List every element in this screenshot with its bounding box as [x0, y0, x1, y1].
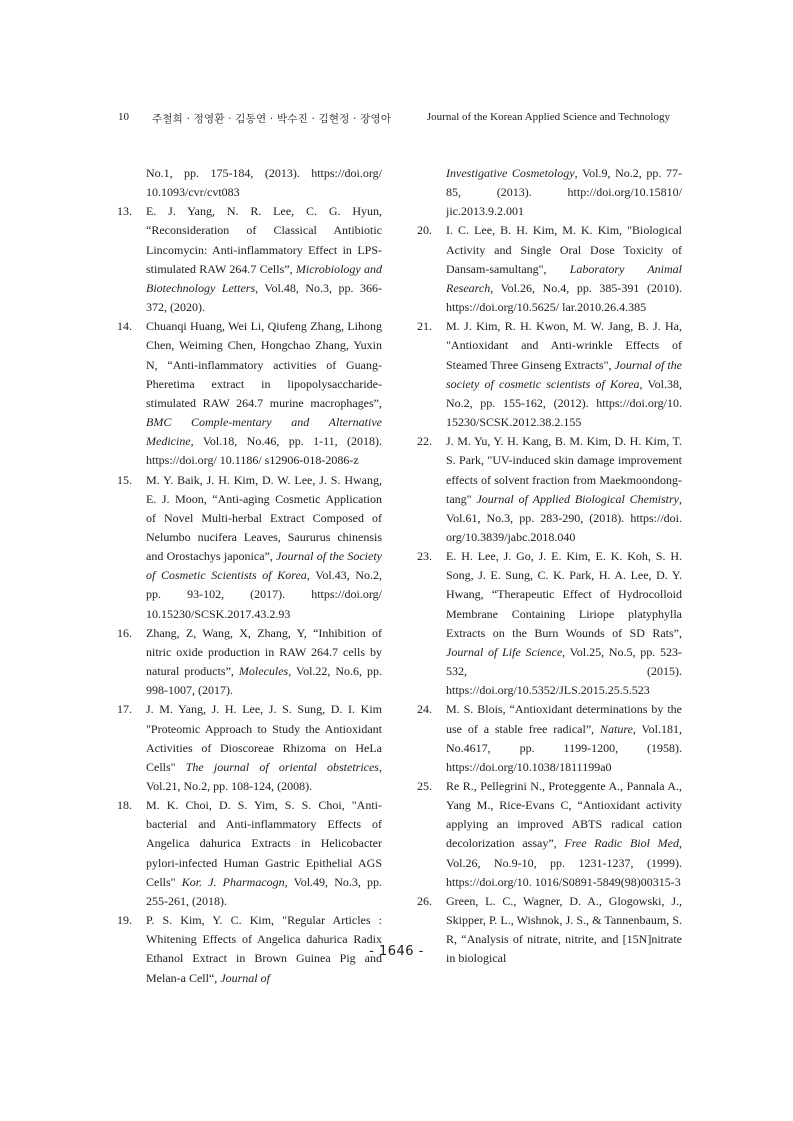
reference-journal-name: Molecules	[238, 664, 289, 679]
reference-number: 23.	[417, 549, 432, 564]
references-left-column	[117, 164, 383, 988]
reference-text: J. M. Yang, J. H. Lee, J. S. Sung, D. I. Kim "Proteomic Approach to Study the Antioxidant Activities of Dioscoreae Rhizoma on HeLa Cells"	[146, 702, 382, 774]
reference-entry	[117, 317, 382, 470]
reference-entry	[417, 317, 682, 432]
reference-number: 18.	[117, 798, 132, 813]
reference-text: , Vol.38, No.2, pp. 155-162, (2012). https://doi.org/10. 15230/SCSK.2012.38.2.155	[446, 376, 682, 430]
header-page-number: 10	[118, 111, 129, 123]
reference-journal-name: BMC Comple-mentary and Alternative Medicine	[146, 415, 382, 449]
reference-journal-name: Nature	[600, 721, 633, 736]
reference-number: 19.	[117, 913, 132, 928]
reference-number: 25.	[417, 779, 432, 793]
reference-text: Chuanqi Huang, Wei Li, Qiufeng Zhang, Lihong Chen, Weiming Chen, Hongchao Zhang, Yuxin N, “Anti-inflammatory activities of Guang-Pheretima extract in lipopolysaccharide-stimulated RAW 264.7 murine macrophages”,	[146, 319, 382, 410]
reference-text: , Vol.61, No.3, pp. 283-290, (2018). https://doi. org/10.3839/jabc.2018.040	[446, 491, 683, 544]
reference-text: I. C. Lee, B. H. Kim, M. K. Kim, "Biological Activity and Single Oral Dose Toxicity of Dansam-samultang",	[446, 223, 682, 276]
reference-entry	[417, 547, 682, 700]
reference-number: 26.	[417, 893, 432, 908]
reference-number: 14.	[117, 319, 132, 334]
footer-page-label: - 1646 -	[369, 944, 424, 959]
reference-text: No.1, pp. 175-184, (2013). https://doi.org/ 10.1093/cvr/cvt083	[146, 166, 382, 200]
reference-entry	[117, 202, 382, 317]
reference-text: M. Y. Baik, J. H. Kim, D. W. Lee, J. S. Hwang, E. J. Moon, “Anti-aging Cosmetic Application of Novel Multi-herbal Extract Composed of Nelumbo nucifera Leaves, Saururus chinensis and Orostachys japonica”,	[146, 472, 382, 564]
reference-entry	[146, 164, 382, 202]
reference-number: 20.	[417, 223, 432, 238]
reference-journal-name: Journal of	[220, 970, 270, 985]
reference-text: Green, L. C., Wagner, D. A., Glogowski, J., Skipper, P. L., Wishnok, J. S., & Tannenbaum, S. R, “Analysis of nitrate, nitrite, and [15N]nitrate in biological	[446, 893, 682, 966]
reference-text: , Vol.43, No.2, pp. 93-102, (2017). https://doi.org/ 10.15230/SCSK.2017.43.2.93	[146, 568, 382, 621]
reference-journal-name: Journal of Life Science	[446, 644, 563, 659]
reference-text: M. J. Kim, R. H. Kwon, M. W. Jang, B. J. Ha, "Antioxidant and Anti-wrinkle Effects of Steamed Three Ginseng Extracts",	[446, 319, 682, 372]
reference-text: , Vol.25, No.5, pp. 523-532, (2015). https://doi.org/10.5352/JLS.2015.25.5.523	[446, 644, 682, 698]
reference-entry	[117, 471, 382, 624]
reference-text: , Vol.9, No.2, pp. 77-85, (2013). http://doi.org/10.15810/ jic.2013.9.2.001	[446, 166, 682, 219]
reference-entry	[446, 164, 682, 221]
reference-journal-name: Laboratory Animal Research	[446, 261, 683, 295]
reference-text: J. M. Yu, Y. H. Kang, B. M. Kim, D. H. Kim, T. S. Park, "UV-induced skin damage improvement effects of solvent fraction from Maekmoondong-tang"	[446, 434, 682, 506]
reference-number: 21.	[417, 319, 432, 334]
reference-number: 16.	[117, 625, 132, 640]
reference-text: E. H. Lee, J. Go, J. E. Kim, E. K. Koh, S. H. Song, J. E. Sung, C. K. Park, H. A. Lee, D. Y. Hwang, “Therapeutic Effect of Hydrocolloid Membrane Containing Liriope platyphylla Extracts on the Burn Wounds of SD Rats”,	[446, 549, 682, 640]
reference-text: , Vol.48, No.3, pp. 366-372, (2020).	[146, 280, 382, 315]
header-authors: 주철희 · 정영환 · 김동연 · 박수진 · 김현정 · 장영아	[152, 113, 392, 125]
reference-text: M. S. Blois, “Antioxidant determinations by the use of a stable free radical”,	[446, 702, 682, 736]
reference-text: E. J. Yang, N. R. Lee, C. G. Hyun, “Reconsideration of Classical Antibiotic Lincomycin: Anti-inflammatory Effect in LPS-stimulated RAW 264.7 Cells”,	[146, 204, 382, 276]
reference-journal-name: The journal of oriental obstetrices	[185, 759, 379, 774]
reference-text: M. K. Choi, D. S. Yim, S. S. Choi, "Anti-bacterial and Anti-inflammatory Effects of Angelica dahurica Extracts in Helicobacter pylori-infected Human Gastric Epithelial AGS Cells"	[146, 798, 382, 889]
reference-text: , Vol.21, No.2, pp. 108-124, (2008).	[146, 759, 382, 793]
reference-entry	[417, 432, 683, 547]
reference-journal-name: Free Radic Biol Med	[564, 836, 679, 851]
reference-journal-name: Journal of Applied Biological Chemistry	[476, 491, 680, 506]
reference-number: 13.	[117, 204, 132, 219]
reference-text: Re R., Pellegrini N., Proteggente A., Pannala A., Yang M., Rice-Evans C, “Antioxidant activity applying an improved ABTS radical cation decolorization assay”,	[446, 779, 682, 851]
reference-entry	[117, 796, 382, 911]
references-right-column	[417, 164, 683, 969]
reference-entry	[117, 624, 383, 701]
reference-entry	[117, 700, 382, 796]
reference-number: 15.	[117, 472, 132, 487]
reference-entry	[417, 221, 683, 317]
reference-text: Zhang, Z, Wang, X, Zhang, Y, “Inhibition of nitric oxide production in RAW 264.7 cells by natural products”,	[146, 625, 382, 679]
reference-number: 24.	[417, 702, 432, 717]
reference-journal-name: Journal of the Society of Cosmetic Scientists of Korea	[146, 549, 382, 583]
reference-text: , Vol.22, No.6, pp. 998-1007, (2017).	[146, 664, 383, 698]
reference-text: , Vol.181, No.4617, pp. 1199-1200, (1958). https://doi.org/10.1038/1811199a0	[446, 721, 682, 774]
running-header	[118, 111, 670, 131]
reference-text: , Vol.49, No.3, pp. 255-261, (2018).	[146, 874, 382, 908]
reference-entry	[417, 700, 682, 777]
reference-text: , Vol.26, No.9-10, pp. 1231-1237, (1999). https://doi.org/10. 1016/S0891-5849(98)00315-3	[446, 836, 682, 889]
page-footer	[0, 944, 793, 959]
reference-journal-name: Investigative Cosmetology	[446, 166, 575, 180]
reference-entry	[417, 777, 682, 892]
reference-number: 22.	[417, 434, 432, 449]
reference-text: , Vol.26, No.4, pp. 385-391 (2010). https://doi.org/10.5625/ lar.2010.26.4.385	[446, 280, 682, 315]
reference-journal-name: Kor. J. Pharmacogn	[181, 874, 285, 889]
reference-journal-name: Microbiology and Biotechnology Letters	[146, 261, 382, 295]
reference-number: 17.	[117, 702, 132, 717]
reference-journal-name: Journal of the society of cosmetic scientists of Korea	[446, 357, 682, 391]
header-journal-title: Journal of the Korean Applied Science and Technology	[426, 111, 670, 123]
reference-text: P. S. Kim, Y. C. Kim, "Regular Articles : Whitening Effects of Angelica dahurica Radix Ethanol Extract in Brown Guinea Pig and Melan-a Cell“,	[146, 913, 382, 985]
reference-text: , Vol.18, No.46, pp. 1-11, (2018). https://doi.org/ 10.1186/ s12906-018-2086-z	[146, 434, 382, 468]
